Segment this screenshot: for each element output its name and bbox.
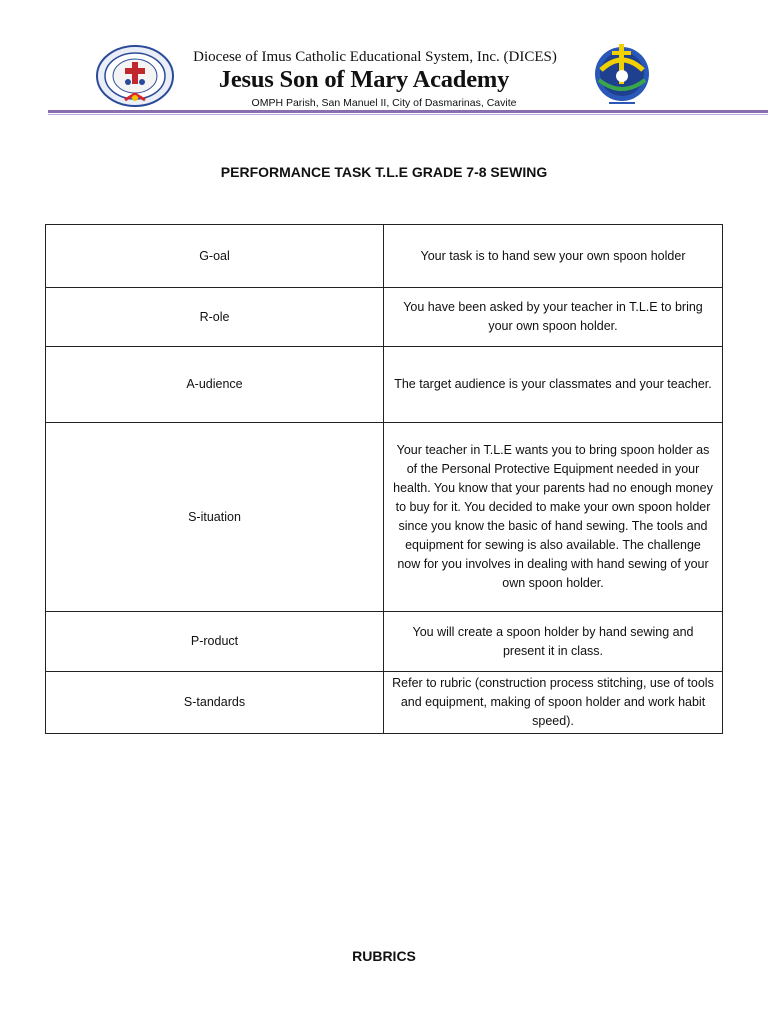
table-row [46, 225, 723, 288]
table-row [46, 347, 723, 423]
table-row [46, 423, 723, 612]
grasps-table [45, 224, 723, 734]
row-label: S-ituation [46, 423, 384, 612]
row-description: Your teacher in T.L.E wants you to bring spoon holder as of the Personal Protective Equipment needed in your health. You know that your parents had no enough money to buy for it. You decided to make your own spoon holder since you know the basic of hand sewing. The tools and equipment for sewing is also available. The challenge now for you involves in dealing with hand sewing of your own spoon holder. [384, 423, 723, 612]
diocese-heading: Diocese of Imus Catholic Educational System, Inc. (DICES) [193, 49, 557, 65]
table-row [46, 672, 723, 734]
row-description: The target audience is your classmates and your teacher. [384, 347, 723, 423]
row-description: You have been asked by your teacher in T.L.E to bring your own spoon holder. [384, 288, 723, 347]
school-name: Jesus Son of Mary Academy [218, 66, 510, 93]
row-label: R-ole [46, 288, 384, 347]
dices-logo-icon [589, 40, 655, 108]
row-description: Your task is to hand sew your own spoon holder [384, 225, 723, 288]
table-row [46, 612, 723, 672]
school-address: OMPH Parish, San Manuel II, City of Dasmarinas, Cavite [251, 97, 517, 109]
row-description: Refer to rubric (construction process stitching, use of tools and equipment, making of spoon holder and work habit speed). [384, 672, 723, 734]
header-rule-thin [48, 114, 768, 115]
table-row [46, 288, 723, 347]
task-title: PERFORMANCE TASK T.L.E GRADE 7-8 SEWING [220, 164, 548, 180]
rubrics-heading: RUBRICS [352, 948, 416, 964]
row-label: P-roduct [46, 612, 384, 672]
header-rule [48, 110, 768, 113]
letterhead [0, 0, 768, 116]
row-label: S-tandards [46, 672, 384, 734]
row-label: G-oal [46, 225, 384, 288]
row-label: A-udience [46, 347, 384, 423]
row-description: You will create a spoon holder by hand sewing and present it in class. [384, 612, 723, 672]
